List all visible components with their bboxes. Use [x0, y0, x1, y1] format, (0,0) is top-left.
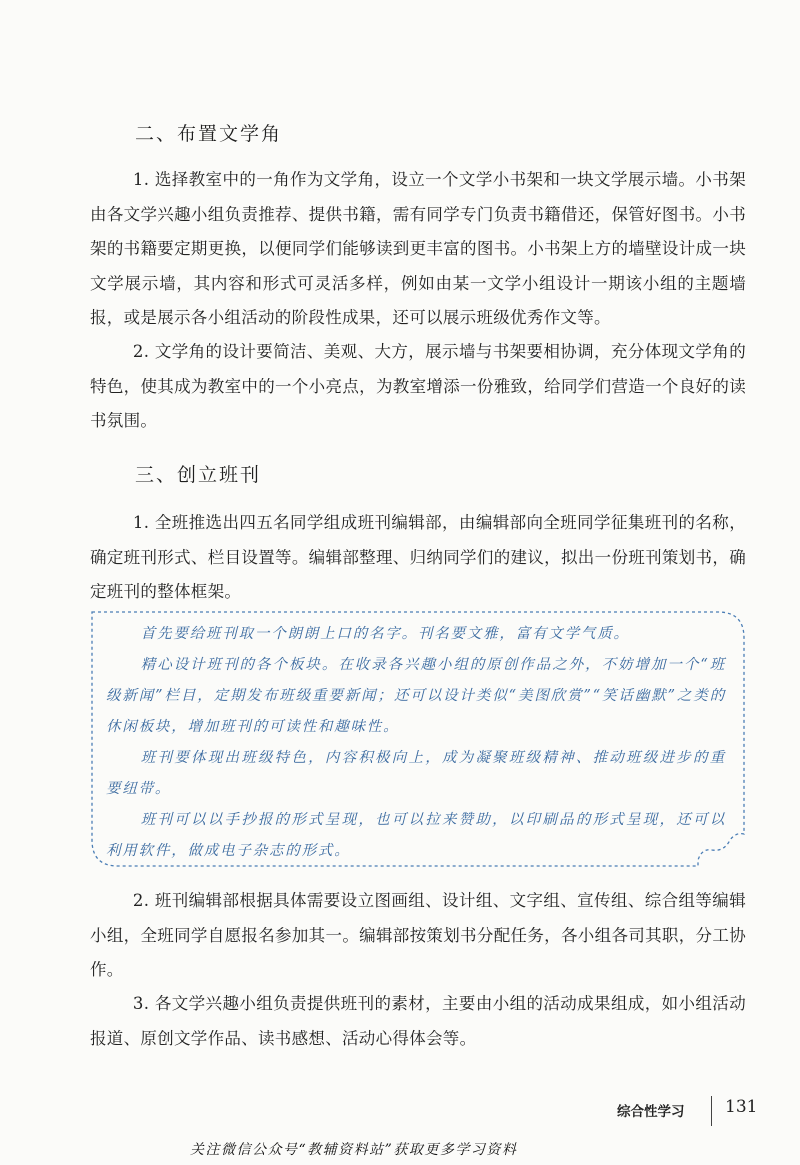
page-number: 131: [725, 1097, 758, 1117]
footer-divider: [711, 1096, 712, 1126]
section-heading-layout-literature-corner: 二、布置文学角: [135, 123, 283, 145]
tip-journal-character: 班刊要体现出班级特色，内容积极向上，成为凝聚班级精神、推动班级进步的重要纽带。: [106, 750, 726, 797]
tip-journal-format: 班刊可以以手抄报的形式呈现，也可以拉来赞助，以印刷品的形式呈现，还可以利用软件，做成电子杂志的形式。: [106, 812, 726, 859]
paragraph-class-journal-2: 2. 班刊编辑部根据具体需要设立图画组、设计组、文字组、宣传组、综合组等编辑小组，全班同学自愿报名参加其一。编辑部按策划书分配任务，各小组各司其职，分工协作。: [90, 891, 746, 979]
paragraph-class-journal-1: 1. 全班推选出四五名同学组成班刊编辑部，由编辑部向全班同学征集班刊的名称，确定班刊形式、栏目设置等。编辑部整理、归纳同学们的建议，拟出一份班刊策划书，确定班刊的整体框架。: [90, 513, 746, 601]
paragraph-literature-corner-2: 2. 文学角的设计要简洁、美观、大方，展示墙与书架要相协调，充分体现文学角的特色，使其成为教室中的一个小亮点，为教室增添一份雅致，给同学们营造一个良好的读书氛围。: [90, 342, 746, 430]
tip-journal-sections: 精心设计班刊的各个板块。在收录各兴趣小组的原创作品之外，不妨增加一个“班级新闻”栏目，定期发布班级重要新闻；还可以设计类似“美图欣赏”“笑话幽默”之类的休闲板块，增加班刊的可读性和趣味性。: [106, 657, 726, 735]
footer-section-label: 综合性学习: [617, 1104, 685, 1120]
tip-journal-name: 首先要给班刊取一个朗朗上口的名字。刊名要文雅，富有文学气质。: [140, 626, 630, 642]
tips-note-text: [106, 619, 726, 867]
section-heading-create-class-journal: 三、创立班刊: [135, 464, 262, 486]
paragraph-literature-corner-1: 1. 选择教室中的一角作为文学角，设立一个文学小书架和一块文学展示墙。小书架由各文学兴趣小组负责推荐、提供书籍，需有同学专门负责书籍借还，保管好图书。小书架的书籍要定期更换，以便同学们能够读到更丰富的图书。小书架上方的墙壁设计成一块文学展示墙，其内容和形式可灵活多样，例如由某一文学小组设计一期该小组的主题墙报，或是展示各小组活动的阶段性成果，还可以展示班级优秀作文等。: [90, 170, 746, 327]
paragraph-class-journal-3: 3. 各文学兴趣小组负责提供班刊的素材，主要由小组的活动成果组成，如小组活动报道、原创文学作品、读书感想、活动心得体会等。: [90, 994, 746, 1048]
watermark-text: 关注微信公众号“教辅资料站”获取更多学习资料: [190, 1142, 518, 1158]
